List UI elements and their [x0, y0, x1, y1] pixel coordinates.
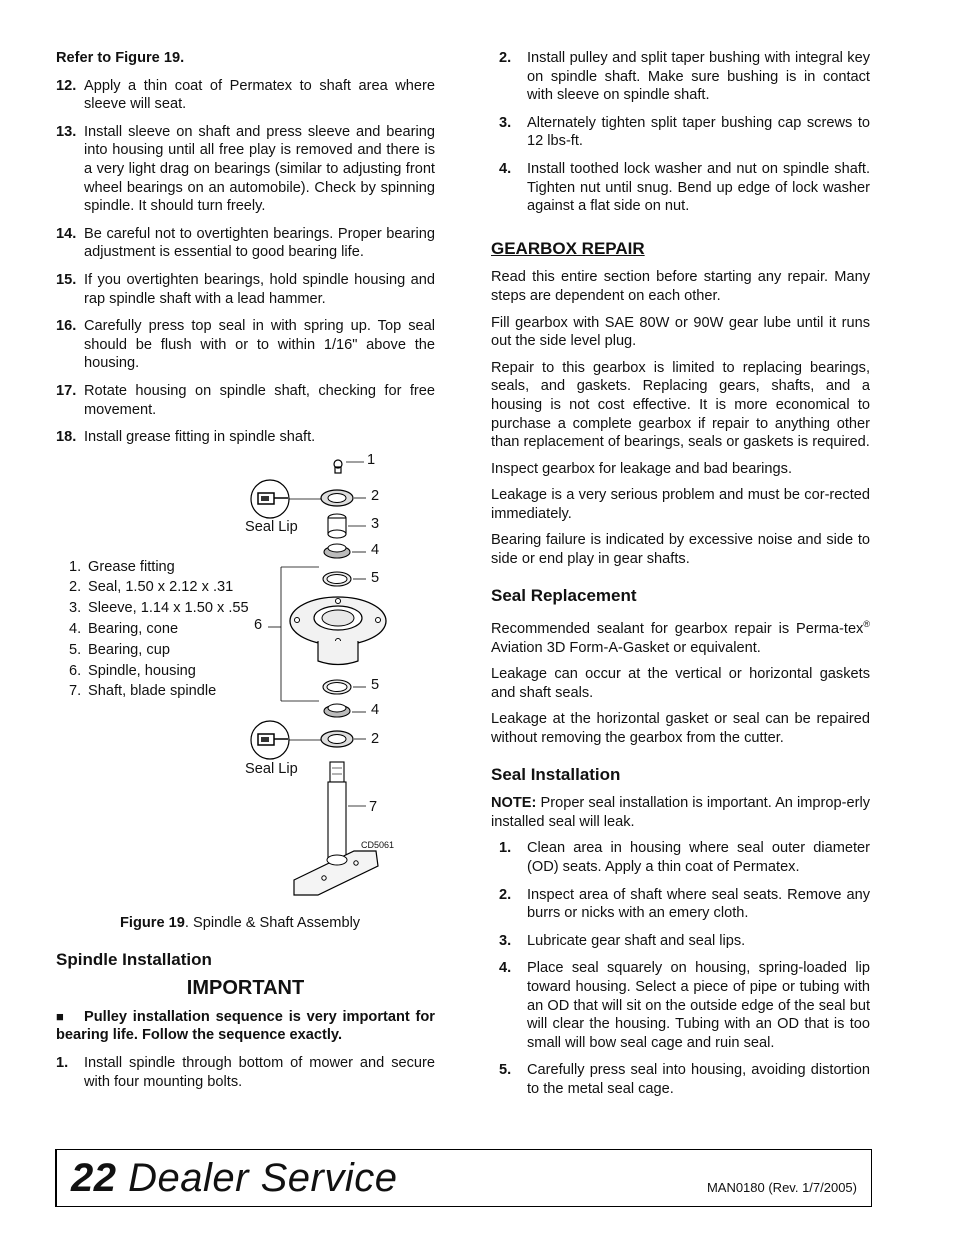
step-text: Clean area in housing where seal outer diameter (OD) seats. Apply a thin coat of Permatex. [527, 840, 870, 876]
warning-body: Pulley installation sequence is very important for bearing life. Follow the sequence exactly. [56, 1008, 435, 1044]
step-number: 3. [499, 114, 512, 131]
spindle-housing-part [290, 597, 386, 665]
callout-4-top: 4 [371, 541, 380, 558]
gearbox-paragraph: Bearing failure is indicated by excessive noise and side to side or end play in gear shafts. [491, 532, 870, 568]
legend-number: 7. [69, 683, 82, 700]
seal-installation-heading: Seal Installation [491, 764, 621, 784]
legend-text: Grease fitting [88, 558, 175, 575]
gearbox-paragraph: Leakage is a very serious problem and must be cor-rected immediately. [491, 487, 870, 522]
revision-label: MAN0180 (Rev. 1/7/2005) [706, 1180, 857, 1195]
step-text: Be careful not to overtighten bearings. Proper bearing adjustment is essential to good bearing life. [84, 225, 435, 261]
step-text: Place seal squarely on housing, spring-loaded lip toward housing. Select a piece of pipe or tubing with an OD that will sit on the outside edge of the seal but will clear the housing. Tubing with an OD that is too small will bow seal cage and ruin seal. [527, 960, 870, 1051]
step-item [56, 225, 435, 262]
drawing-code: CD5061 [361, 839, 395, 850]
step-number: 18. [56, 429, 77, 446]
step-item [56, 382, 435, 419]
right-column [491, 49, 870, 1108]
callout-3: 3 [371, 515, 380, 532]
step-item [491, 49, 870, 105]
step-text: Install pulley and split taper bushing with integral key on spindle shaft. Make sure bushing is in contact with sleeve on spindle shaft. [527, 50, 870, 104]
legend-item [69, 619, 259, 640]
left-step-list [56, 77, 435, 447]
legend-item [69, 661, 259, 682]
legend-item [69, 598, 259, 619]
step-number: 1. [499, 840, 512, 857]
step-text: Install sleeve on shaft and press sleeve and bearing into housing until all free play is removed and there is a very light drag on bearings (similar to adjusting front wheel bearings on an automobile). Check by spinning spindle. It should turn freely. [84, 123, 435, 215]
figure-19 [56, 451, 435, 956]
callout-5-bottom: 5 [371, 676, 380, 693]
step-number: 2. [499, 50, 512, 66]
legend-text: Sleeve, 1.14 x 1.50 x .55 [88, 600, 249, 617]
note-label: NOTE: [491, 795, 537, 812]
page-number: 22 [71, 1156, 117, 1200]
legend-item [69, 681, 259, 702]
important-heading: IMPORTANT [186, 977, 305, 1000]
seal-lip-detail-bottom [251, 721, 289, 759]
bottom-bearing-cone-part [324, 704, 350, 717]
sealant-paragraph [491, 615, 870, 657]
spindle-installation-heading: Spindle Installation [56, 949, 212, 969]
callout-4-bottom: 4 [371, 701, 380, 718]
step-item [56, 428, 435, 447]
legend-number: 5. [69, 641, 82, 658]
sealant-text-b: Aviation 3D Form-A-Gasket or equivalent. [491, 639, 761, 656]
note-paragraph [491, 794, 870, 831]
legend-number: 3. [69, 600, 82, 617]
top-bearing-cone-part [324, 544, 350, 558]
install-step-1 [56, 1054, 435, 1091]
step-item [56, 77, 435, 114]
legend-text: Seal, 1.50 x 2.12 x .31 [88, 579, 234, 596]
step-text: Install grease fitting in spindle shaft. [84, 429, 316, 446]
warning-text [56, 1008, 435, 1045]
step-number: 4. [499, 960, 512, 977]
step-text: Apply a thin coat of Permatex to shaft area where sleeve will seat. [84, 77, 435, 113]
step-item [491, 114, 870, 151]
seal-replacement-paragraph: Leakage can occur at the vertical or horizontal gaskets and shaft seals. [491, 666, 870, 701]
figure-reference: Refer to Figure 19. [56, 50, 185, 66]
gearbox-paragraph: Read this entire section before starting any repair. Many steps are dependent on each other. [491, 269, 870, 304]
bottom-seal-part [321, 731, 353, 747]
step-item [491, 1061, 870, 1098]
callout-1: 1 [367, 451, 376, 468]
right-step-list [491, 49, 870, 216]
step-item [491, 932, 870, 951]
step-text: Alternately tighten split taper bushing cap screws to 12 lbs-ft. [527, 114, 870, 150]
bottom-bearing-cup-part [323, 680, 351, 694]
footer-title [71, 1156, 397, 1200]
sleeve-part [328, 514, 346, 538]
step-text: Lubricate gear shaft and seal lips. [527, 932, 746, 949]
legend-number: 6. [69, 662, 82, 679]
step-number: 12. [56, 77, 77, 94]
top-seal-part [321, 490, 353, 506]
top-bearing-cup-part [323, 572, 351, 586]
callout-6: 6 [254, 616, 263, 633]
legend-text: Bearing, cup [88, 641, 170, 658]
step-item [56, 317, 435, 373]
section-title: Dealer Service [128, 1156, 398, 1200]
gearbox-paragraph: Inspect gearbox for leakage and bad bearings. [491, 460, 793, 477]
legend-item [69, 557, 259, 578]
step-number: 5. [499, 1062, 512, 1079]
legend-text: Shaft, blade spindle [88, 683, 217, 700]
gearbox-paragraphs [491, 268, 870, 568]
callout-2-bottom: 2 [371, 730, 380, 747]
legend-item [69, 577, 259, 598]
step-item [56, 123, 435, 216]
step-text: Carefully press seal into housing, avoiding distortion to the metal seal cage. [527, 1062, 870, 1097]
seal-replacement-paragraph: Leakage at the horizontal gasket or seal can be repaired without removing the gearbox from the cutter. [491, 711, 870, 747]
step-item [491, 160, 870, 216]
legend-text: Spindle, housing [88, 662, 196, 679]
step-text: Install toothed lock washer and nut on spindle shaft. Tighten nut until snug. Bend up edge of lock washer against a flat side on nut. [527, 160, 870, 215]
step-text: Rotate housing on spindle shaft, checking for free movement. [84, 382, 435, 418]
figure-caption-label: Figure 19 [120, 914, 185, 931]
step-number: 13. [56, 123, 77, 140]
seal-replacement-paragraphs [491, 665, 870, 747]
callout-5-top: 5 [371, 569, 380, 586]
step-text: If you overtighten bearings, hold spindle housing and rap spindle shaft with a lead hammer. [84, 271, 435, 307]
step-item [56, 271, 435, 308]
step-number: 15. [56, 271, 77, 288]
callout-2-top: 2 [371, 487, 380, 504]
grease-fitting-part [334, 460, 342, 473]
step-number: 2. [499, 886, 512, 903]
gearbox-paragraph: Fill gearbox with SAE 80W or 90W gear lube until it runs out the side level plug. [491, 314, 870, 350]
page-footer [55, 1149, 872, 1207]
seal-replacement-heading: Seal Replacement [491, 585, 637, 605]
step-number: 14. [56, 225, 77, 242]
sealant-text-a: Recommended sealant for gearbox repair is Perma-tex [491, 621, 864, 638]
step-text: Install spindle through bottom of mower and secure with four mounting bolts. [84, 1055, 435, 1090]
seal-lip-detail-top [251, 480, 289, 518]
figure-legend [69, 557, 259, 703]
seal-lip-label-bottom: Seal Lip [245, 760, 298, 777]
gearbox-paragraph: Repair to this gearbox is limited to replacing bearings, seals, and gaskets. Replacing gears, shafts, and a housing is not cost effective. It is more economical to purchase a complete gearbox if repair to anything other than replacement of bearings, seals or gaskets is required. [491, 359, 870, 451]
figure-caption [120, 914, 360, 933]
step-item [491, 886, 870, 923]
blade-spindle-shaft-part [294, 762, 378, 895]
figure-caption-text: . Spindle & Shaft Assembly [184, 914, 361, 931]
step-number: 3. [499, 932, 512, 949]
step-text: Inspect area of shaft where seal seats. Remove any burrs or nicks with an emery cloth. [527, 886, 870, 922]
seal-lip-label-top: Seal Lip [245, 518, 298, 535]
gearbox-repair-heading: GEARBOX REPAIR [491, 238, 645, 258]
step-item [491, 959, 870, 1052]
legend-number: 1. [69, 558, 82, 575]
legend-number: 2. [69, 579, 82, 596]
left-column [56, 49, 435, 1100]
seal-installation-steps [491, 839, 870, 1098]
step-number: 17. [56, 382, 77, 399]
legend-text: Bearing, cone [88, 621, 179, 638]
registered-mark: ® [863, 619, 870, 630]
legend-number: 4. [69, 621, 82, 638]
note-text: Proper seal installation is important. An improp-erly installed seal will leak. [491, 795, 870, 830]
step-number: 4. [499, 160, 512, 177]
callout-7: 7 [369, 798, 378, 815]
warning-bullet: ■ [56, 1008, 64, 1024]
step-number: 1. [56, 1055, 69, 1072]
step-text: Carefully press top seal in with spring up. Top seal should be flush with or to within 1/16" above the housing. [84, 318, 435, 372]
step-number: 16. [56, 318, 77, 335]
step-item [491, 839, 870, 876]
legend-item [69, 640, 259, 661]
